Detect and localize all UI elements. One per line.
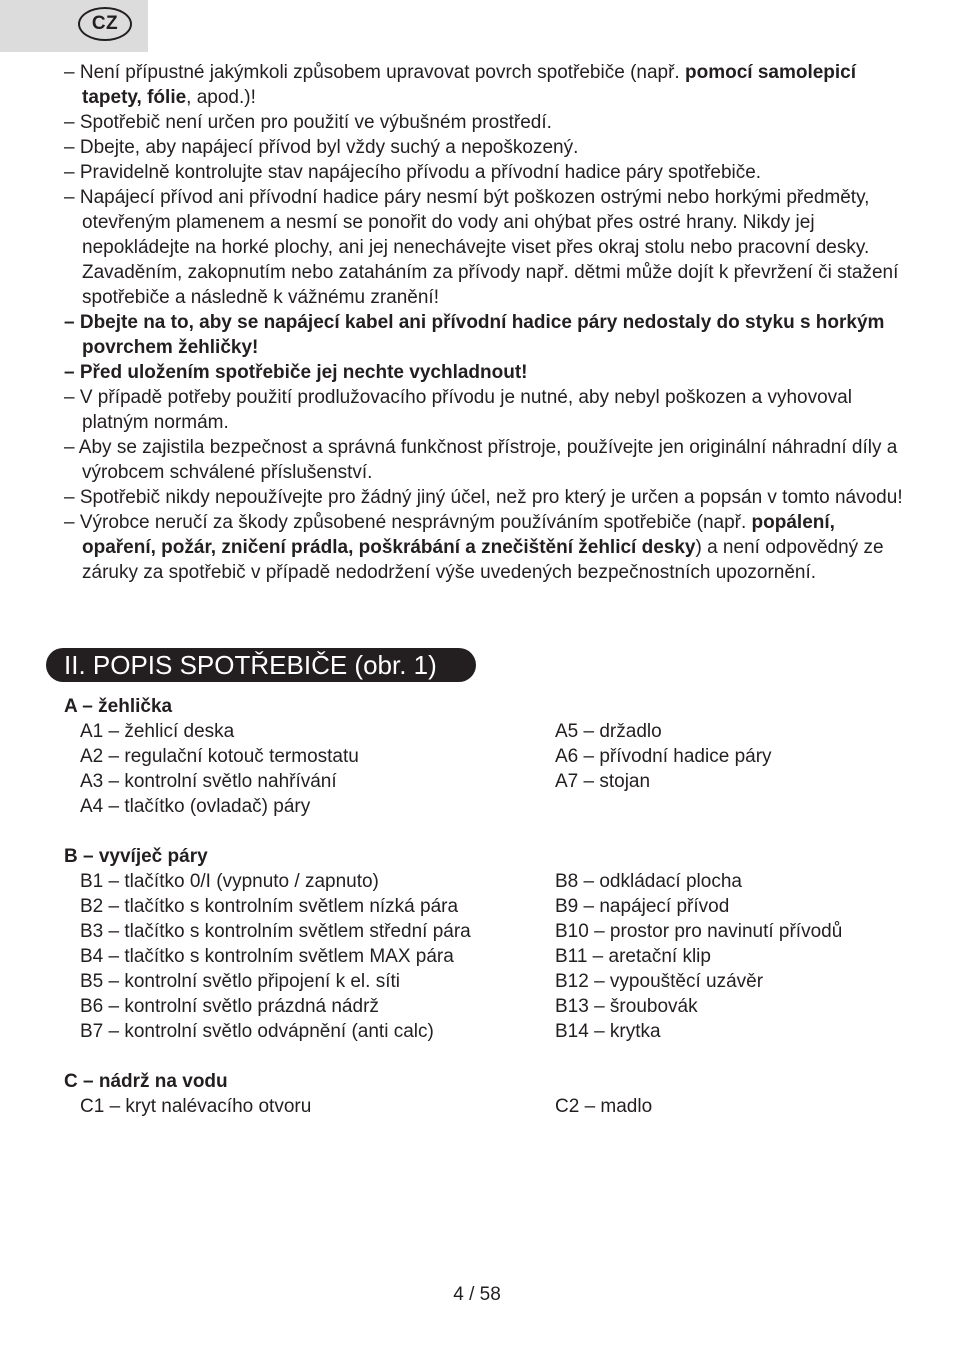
safety-rules-list bbox=[64, 60, 904, 585]
rule-item bbox=[64, 435, 904, 485]
rule-item bbox=[64, 135, 904, 160]
part-item: B3 – tlačítko s kontrolním světlem střední pára bbox=[80, 921, 471, 942]
group-b-left-list bbox=[80, 869, 471, 1044]
section-heading: II. POPIS SPOTŘEBIČE (obr. 1) bbox=[46, 648, 476, 682]
rule-text-bold: – Před uložením spotřebiče jej nechte vychladnout! bbox=[64, 362, 528, 383]
group-a-right-list bbox=[555, 719, 772, 794]
rule-text: – Spotřebič není určen pro použití ve výbušném prostředí. bbox=[64, 112, 552, 133]
part-item: B13 – šroubovák bbox=[555, 996, 698, 1017]
part-item: B7 – kontrolní světlo odvápnění (anti calc) bbox=[80, 1021, 434, 1042]
rule-text-bold: – Dbejte na to, aby se napájecí kabel ani přívodní hadice páry nedostaly do styku s horkým povrchem žehličky! bbox=[64, 312, 885, 358]
part-item: B11 – aretační klip bbox=[555, 946, 711, 967]
language-badge: CZ bbox=[78, 7, 132, 41]
part-item: A5 – držadlo bbox=[555, 721, 662, 742]
group-title-c: C – nádrž na vodu bbox=[64, 1071, 228, 1092]
rule-item bbox=[64, 310, 904, 360]
rule-item bbox=[64, 360, 904, 385]
rule-item bbox=[64, 485, 904, 510]
rule-item bbox=[64, 110, 904, 135]
group-c-left-list bbox=[80, 1094, 311, 1119]
page-number: 4 / 58 bbox=[453, 1284, 501, 1305]
part-item: B12 – vypouštěcí uzávěr bbox=[555, 971, 764, 992]
part-item: B10 – prostor pro navinutí přívodů bbox=[555, 921, 843, 942]
rule-text: – Aby se zajistila bezpečnost a správná funkčnost přístroje, používejte jen originální náhradní díly a výrobcem schválené příslušenství. bbox=[64, 437, 898, 483]
group-title-b: B – vyvíječ páry bbox=[64, 846, 208, 867]
part-item: C1 – kryt nalévacího otvoru bbox=[80, 1096, 312, 1117]
part-item: C2 – madlo bbox=[555, 1096, 653, 1117]
part-item: B1 – tlačítko 0/I (vypnuto / zapnuto) bbox=[80, 871, 379, 892]
part-item: B5 – kontrolní světlo připojení k el. síti bbox=[80, 971, 400, 992]
part-item: B2 – tlačítko s kontrolním světlem nízká pára bbox=[80, 896, 459, 917]
part-item: B6 – kontrolní světlo prázdná nádrž bbox=[80, 996, 379, 1017]
part-item: A4 – tlačítko (ovladač) páry bbox=[80, 796, 311, 817]
rule-item bbox=[64, 185, 904, 310]
rule-text: , apod.)! bbox=[186, 87, 256, 108]
rule-text: – Pravidelně kontrolujte stav napájecího přívodu a přívodní hadice páry spotřebiče. bbox=[64, 162, 762, 183]
group-c-right-list bbox=[555, 1094, 652, 1119]
rule-text: – V případě potřeby použití prodlužovacího přívodu je nutné, aby nebyl poškozen a vyhovoval platným normám. bbox=[64, 387, 852, 433]
rule-text: ) a není odpovědný ze záruky za spotřebič v případě nedodržení výše uvedených bezpečnostních upozornění. bbox=[82, 537, 884, 583]
part-item: A3 – kontrolní světlo nahřívání bbox=[80, 771, 337, 792]
rule-text: – Napájecí přívod ani přívodní hadice páry nesmí být poškozen ostrými nebo horkými předměty, otevřeným plamenem a nesmí se ponořit do vody ani ohýbat přes ostré hrany. Nikdy jej nepokládejte na horké plochy, ani jej nenechávejte viset přes okraj stolu nebo pracovní desky. Zavaděním, zakopnutím nebo zataháním za přívody např. dětmi může dojít k převržení či stažení spotřebiče a následně k vážnému zranění! bbox=[64, 187, 899, 308]
part-item: A7 – stojan bbox=[555, 771, 651, 792]
part-item: A6 – přívodní hadice páry bbox=[555, 746, 772, 767]
group-title-a: A – žehlička bbox=[64, 696, 173, 717]
rule-text: – Není přípustné jakýmkoli způsobem upravovat povrch spotřebiče (např. bbox=[64, 62, 685, 83]
part-item: B14 – krytka bbox=[555, 1021, 661, 1042]
part-item: B4 – tlačítko s kontrolním světlem MAX pára bbox=[80, 946, 454, 967]
group-b-right-list bbox=[555, 869, 842, 1044]
rule-text-bold: pomocí samolepicí tapety, fólie bbox=[82, 62, 857, 108]
rule-item bbox=[64, 510, 904, 585]
part-item: B9 – napájecí přívod bbox=[555, 896, 730, 917]
rule-item bbox=[64, 60, 904, 110]
rule-text: – Dbejte, aby napájecí přívod byl vždy suchý a nepoškozený. bbox=[64, 137, 579, 158]
rule-text: – Spotřebič nikdy nepoužívejte pro žádný jiný účel, než pro který je určen a popsán v tomto návodu! bbox=[64, 487, 903, 508]
rule-item bbox=[64, 160, 904, 185]
rule-item bbox=[64, 385, 904, 435]
language-tab bbox=[0, 0, 148, 52]
part-item: A1 – žehlicí deska bbox=[80, 721, 235, 742]
part-item: B8 – odkládací plocha bbox=[555, 871, 742, 892]
rule-text: – Výrobce neručí za škody způsobené nesprávným používáním spotřebiče (např. bbox=[64, 512, 752, 533]
part-item: A2 – regulační kotouč termostatu bbox=[80, 746, 359, 767]
rule-text-bold: popálení, opaření, požár, zničení prádla, poškrábání a znečištění žehlicí desky bbox=[82, 512, 835, 558]
group-a-left-list bbox=[80, 719, 359, 819]
